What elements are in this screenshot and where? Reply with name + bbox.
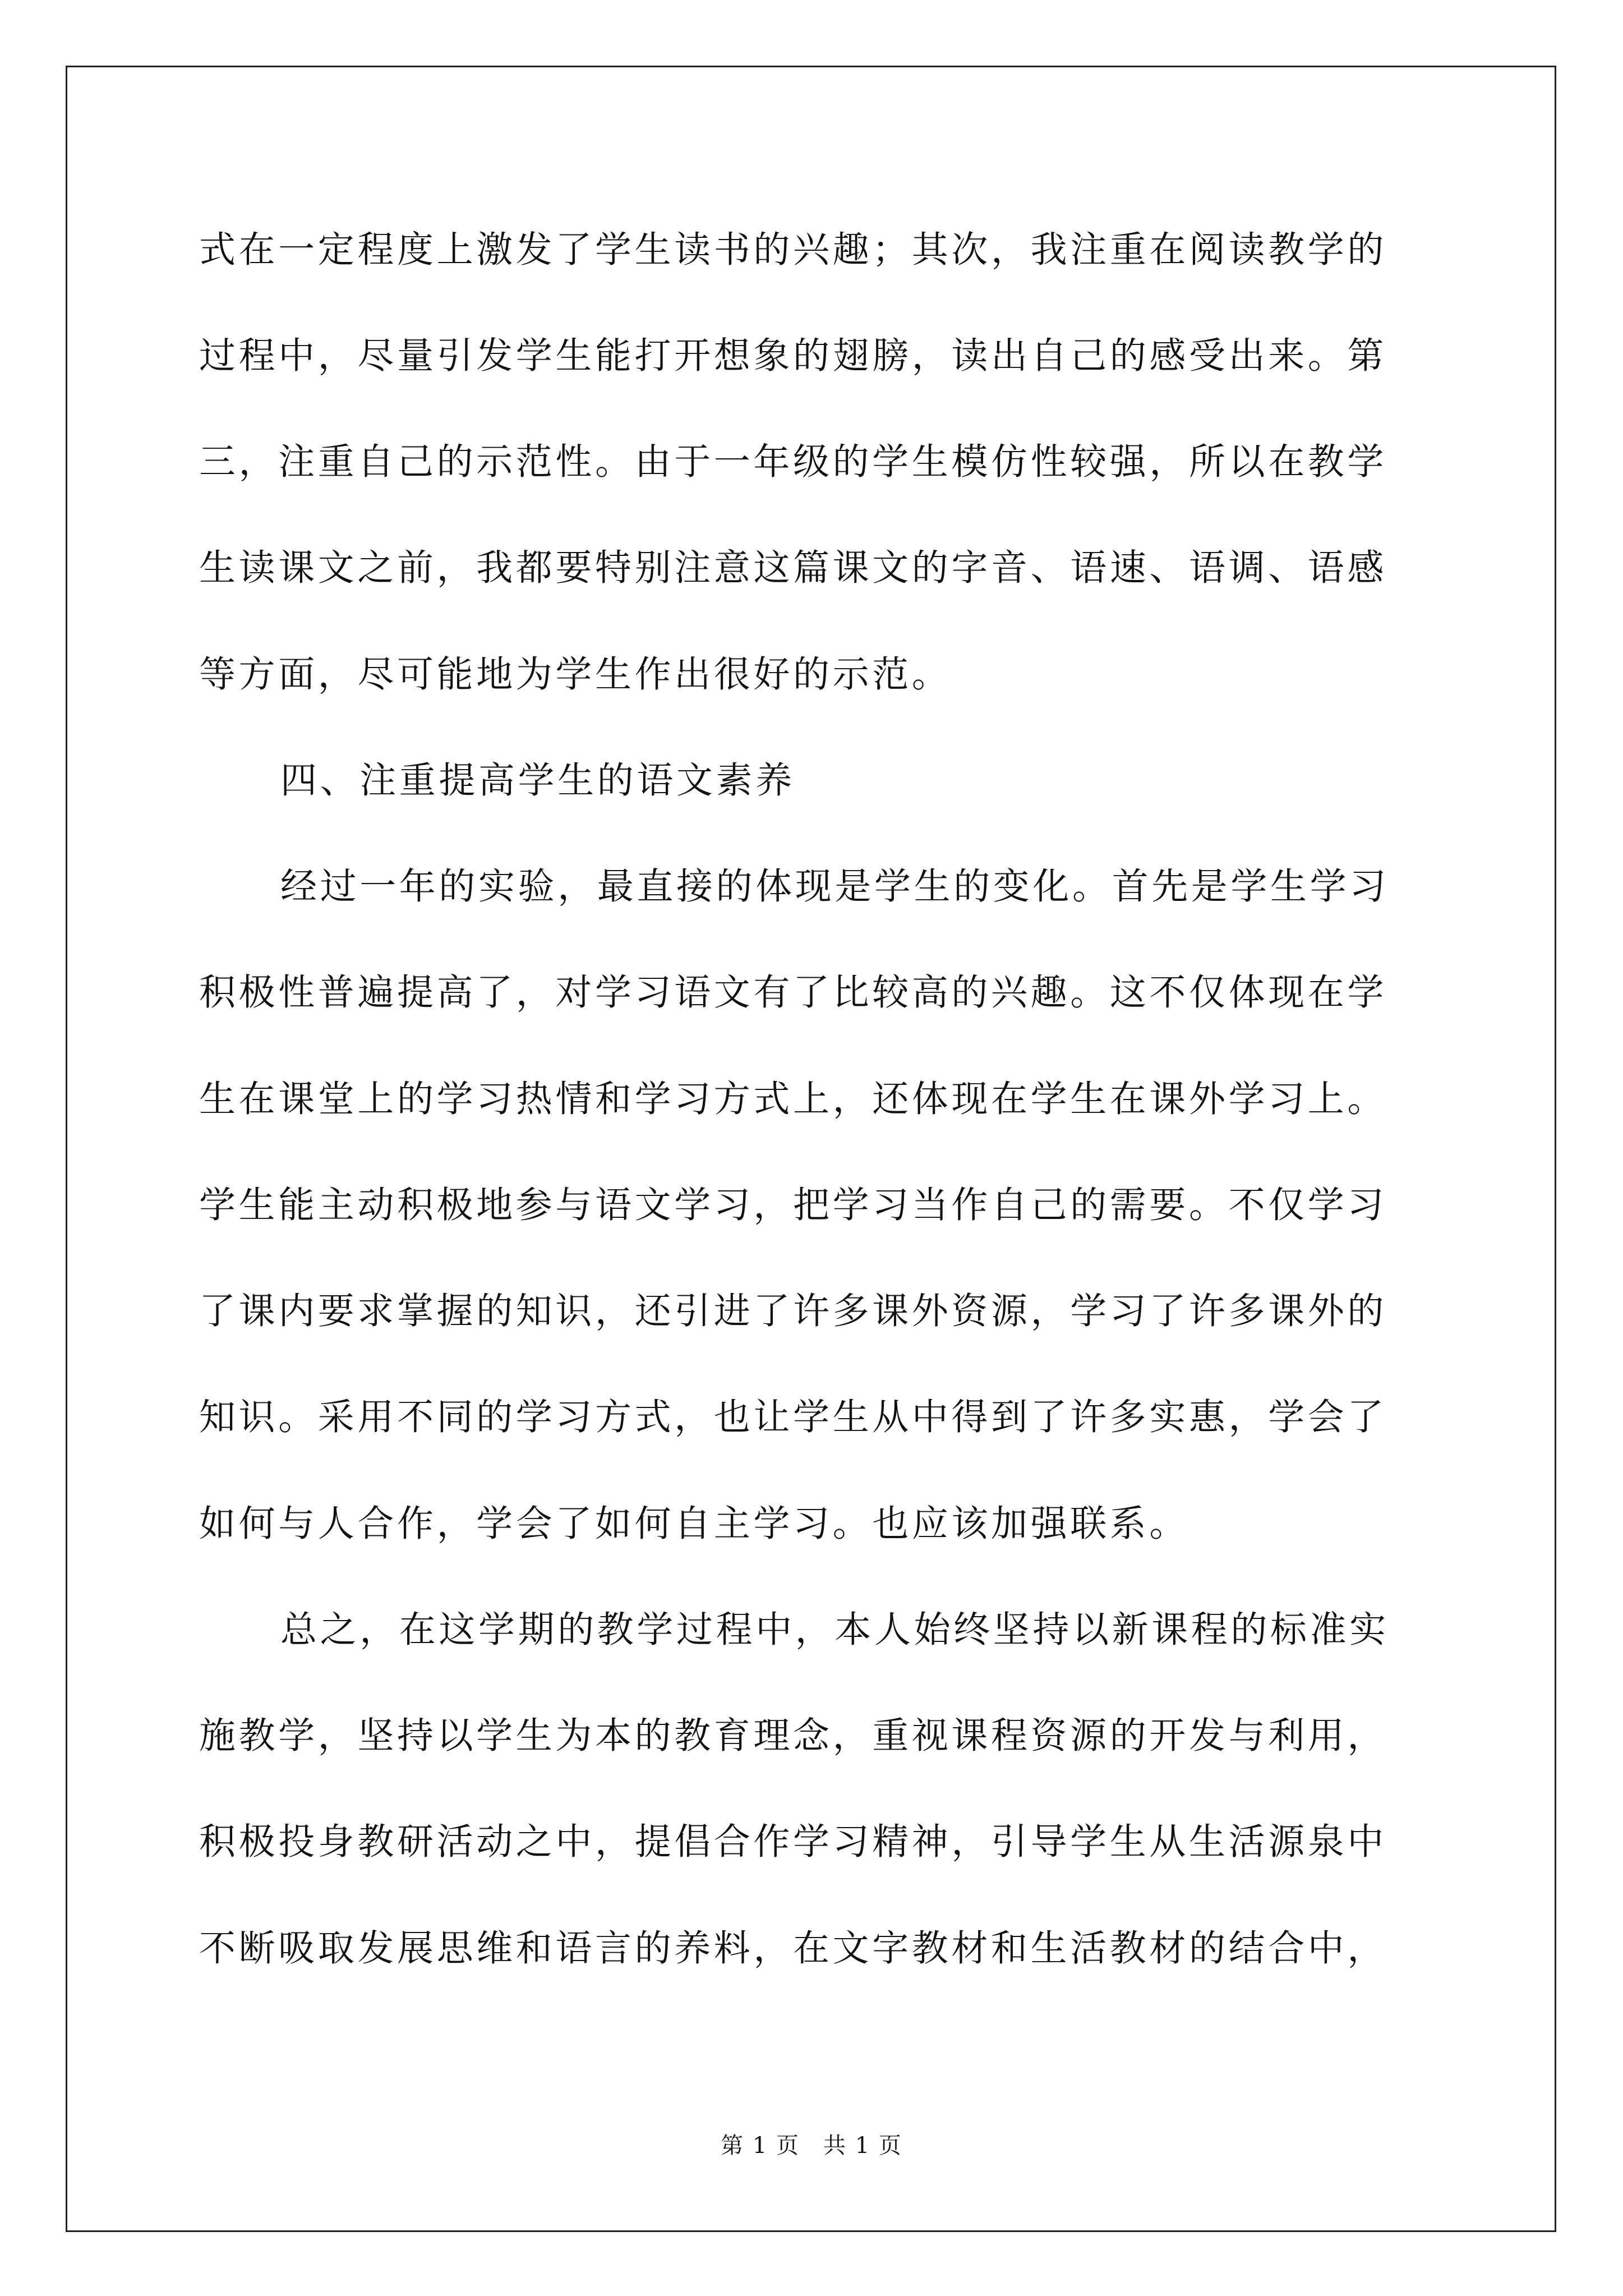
- text-line: 三，注重自己的示范性。由于一年级的学生模仿性较强，所以在教学: [199, 441, 1387, 483]
- paragraph-start-line: 经过一年的实验，最直接的体现是学生的变化。首先是学生学习: [280, 866, 1389, 908]
- section-heading: 四、注重提高学生的语文素养: [280, 760, 795, 802]
- page-border: [66, 66, 1556, 2232]
- text-line: 积极投身教研活动之中，提倡合作学习精神，引导学生从生活源泉中: [199, 1821, 1387, 1863]
- text-line: 了课内要求掌握的知识，还引进了许多课外资源，学习了许多课外的: [199, 1290, 1387, 1332]
- text-line: 式在一定程度上激发了学生读书的兴趣；其次，我注重在阅读教学的: [199, 229, 1387, 271]
- text-line: 过程中，尽量引发学生能打开想象的翅膀，读出自己的感受出来。第: [199, 335, 1387, 377]
- text-line: 施教学，坚持以学生为本的教育理念，重视课程资源的开发与利用，: [199, 1715, 1387, 1757]
- text-line: 等方面，尽可能地为学生作出很好的示范。: [199, 654, 952, 696]
- text-line: 如何与人合作，学会了如何自主学习。也应该加强联系。: [199, 1503, 1189, 1545]
- page-footer: 第 1 页 共 1 页: [721, 2133, 902, 2159]
- text-line: 生在课堂上的学习热情和学习方式上，还体现在学生在课外学习上。: [199, 1078, 1387, 1120]
- text-line: 知识。采用不同的学习方式，也让学生从中得到了许多实惠，学会了: [199, 1396, 1387, 1438]
- paragraph-start-line: 总之，在这学期的教学过程中，本人始终坚持以新课程的标准实: [280, 1609, 1389, 1651]
- text-line: 不断吸取发展思维和语言的养料，在文字教材和生活教材的结合中，: [199, 1927, 1387, 1970]
- text-line: 积极性普遍提高了，对学习语文有了比较高的兴趣。这不仅体现在学: [199, 972, 1387, 1014]
- text-line: 学生能主动积极地参与语文学习，把学习当作自己的需要。不仅学习: [199, 1184, 1387, 1226]
- text-line: 生读课文之前，我都要特别注意这篇课文的字音、语速、语调、语感: [199, 547, 1387, 589]
